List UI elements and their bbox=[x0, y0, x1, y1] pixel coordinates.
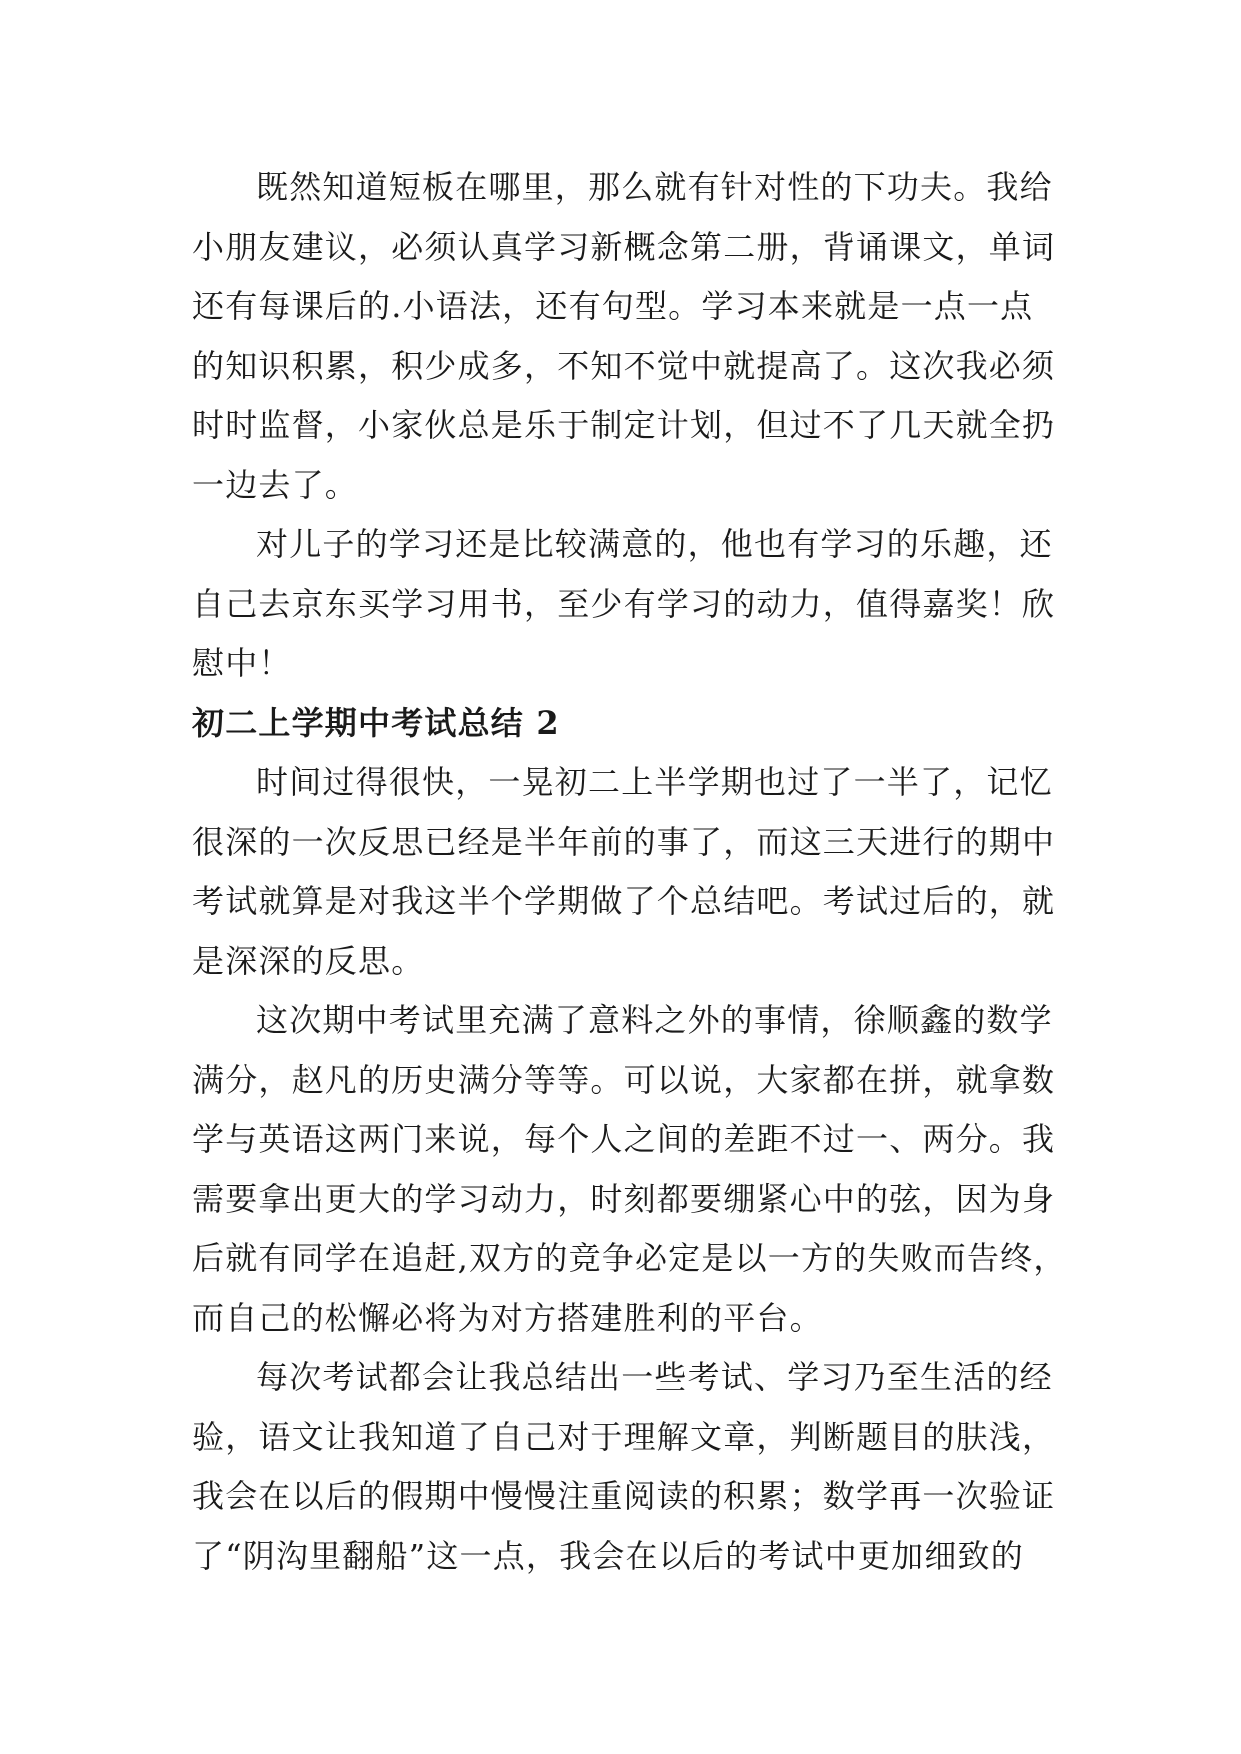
text-line: 满分，赵凡的历史满分等等。可以说，大家都在拼，就拿数 bbox=[192, 1060, 1056, 1099]
section-heading: 初二上学期中考试总结 2 bbox=[192, 703, 560, 742]
text-line: 后就有同学在追赶,双方的竞争必定是以一方的失败而告终， bbox=[192, 1239, 1067, 1277]
text-line: 对儿子的学习还是比较满意的，他也有学习的乐趣，还 bbox=[256, 525, 1053, 563]
text-line: 的知识积累，积少成多，不知不觉中就提高了。这次我必须 bbox=[192, 346, 1056, 385]
text-line: 而自己的松懈必将为对方搭建胜利的平台。 bbox=[192, 1298, 823, 1337]
text-line: 学与英语这两门来说，每个人之间的差距不过一、两分。我 bbox=[192, 1120, 1056, 1158]
text-line: 我会在以后的假期中慢慢注重阅读的积累；数学再一次验证 bbox=[192, 1477, 1056, 1515]
paragraph-competition bbox=[192, 991, 1067, 1348]
paragraph-reflection bbox=[192, 753, 1056, 991]
text-line: 每次考试都会让我总结出一些考试、学习乃至生活的经 bbox=[256, 1358, 1053, 1396]
text-line: 一边去了。 bbox=[192, 465, 359, 504]
text-line: 验，语文让我知道了自己对于理解文章，判断题目的肤浅， bbox=[192, 1417, 1056, 1456]
text-line: 考试就算是对我这半个学期做了个总结吧。考试过后的，就 bbox=[192, 882, 1056, 920]
text-line: 时时监督，小家伙总是乐于制定计划，但过不了几天就全扔 bbox=[192, 406, 1056, 444]
paragraph-study-plan bbox=[192, 158, 1056, 515]
text-line: 很深的一次反思已经是半年前的事了，而这三天进行的期中 bbox=[192, 822, 1056, 861]
text-line: 慰中！ bbox=[192, 644, 292, 682]
text-line: 还有每课后的.小语法，还有句型。学习本来就是一点一点 bbox=[192, 287, 1034, 325]
text-line: 自己去京东买学习用书，至少有学习的动力，值得嘉奖！欣 bbox=[192, 584, 1056, 623]
document-body bbox=[192, 158, 1067, 1586]
text-line: 小朋友建议，必须认真学习新概念第二册，背诵课文，单词 bbox=[192, 227, 1056, 266]
text-line: 这次期中考试里充满了意料之外的事情，徐顺鑫的数学 bbox=[256, 1001, 1053, 1039]
text-line: 需要拿出更大的学习动力，时刻都要绷紧心中的弦，因为身 bbox=[192, 1179, 1056, 1218]
text-line: 了“阴沟里翻船”这一点，我会在以后的考试中更加细致的 bbox=[192, 1536, 1024, 1575]
paragraph-satisfaction bbox=[192, 515, 1056, 694]
text-line: 是深深的反思。 bbox=[192, 941, 425, 980]
text-line: 既然知道短板在哪里，那么就有针对性的下功夫。我给 bbox=[256, 168, 1053, 206]
paragraph-experience bbox=[192, 1348, 1056, 1586]
text-line: 时间过得很快，一晃初二上半学期也过了一半了，记忆 bbox=[256, 763, 1053, 801]
